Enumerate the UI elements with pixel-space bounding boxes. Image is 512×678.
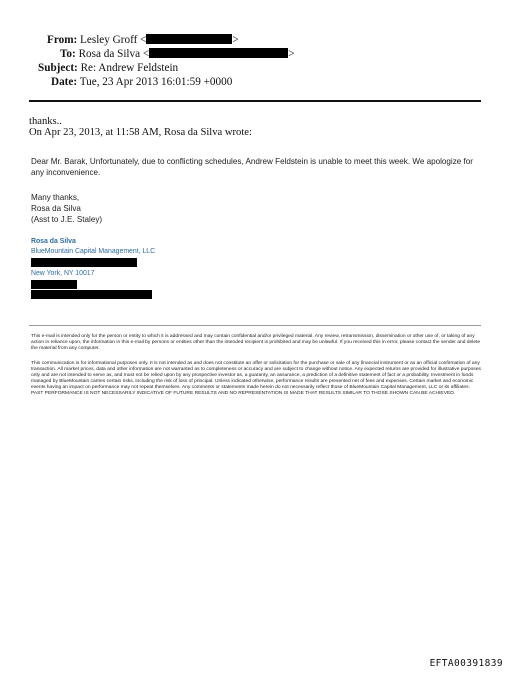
to-label: To: [60,48,76,60]
quoted-name: Rosa da Silva [31,204,81,213]
redaction-bar [31,290,152,299]
redaction-bar [149,48,288,58]
reply-text: thanks.. [29,116,62,127]
disclaimer-paragraph-2: This communication is for informational purposes only. It is not intended as and does not constitute an offer or solicitation for the purchase or sale of any financial instrument or as an official confirmation of any transaction. All market prices, data and other information are not warranted as to completeness or accuracy and are subject to change without notice. Any expected returns are provided for illustrative purposes only and are not intended to serve as, and must not be relied upon by any prospective investor as, a guaranty, an assurance, a prediction of a definitive statement of fact or a probability. Investment in funds managed by BlueMountain carries certain risks, including the risk of loss of principal. Unless indicated otherwise, performance results are presented net of fees and expenses. Certain market and economic events having an impact on performance may not repeat themselves. Any comments or statements made herein do not necessarily reflect those of BlueMountain Capital Management, LLC or its affiliates. PAST PERFORMANCE IS NOT NECESSARILY INDICATIVE OF FUTURE RESULTS AND NO REPRESENTATION IS MADE THAT RESULTS SIMILAR TO THOSE SHOWN CAN BE ACHIEVED. [31,361,481,396]
quoted-title: (Asst to J.E. Staley) [31,215,103,224]
signature-name: Rosa da Silva [31,238,76,245]
quoted-closing: Many thanks, [31,193,80,202]
to-value: Rosa da Silva < [78,48,150,60]
date-value: Tue, 23 Apr 2013 16:01:59 +0000 [79,76,233,88]
redaction-bar [31,280,77,289]
disclaimer-divider [29,325,481,326]
signature-city: New York, NY 10017 [31,270,95,277]
redaction-bar [31,258,137,267]
from-close: > [232,34,239,46]
subject-row [38,61,178,75]
subject-value: Re: Andrew Feldstein [80,62,179,74]
subject-label: Subject: [38,62,78,74]
redaction-bar [146,34,232,44]
document-id: EFTA00391839 [429,658,503,669]
from-value: Lesley Groff < [80,34,147,46]
quote-header: On Apr 23, 2013, at 11:58 AM, Rosa da Silva wrote: [29,127,252,138]
disclaimer-paragraph-1: This e-mail is intended only for the person or entity to which it is addressed and may contain confidential and/or privileged material. Any review, retransmission, dissemination or other use of, or taking of any action in reliance upon, the information in this e-mail by persons or entities other than the intended recipient is prohibited and may be unlawful. If you received this in error, please contact the sender and delete the material from any computer. [31,334,481,351]
date-label: Date: [51,76,78,88]
date-row [51,75,232,89]
from-label: From: [47,34,78,46]
quoted-paragraph: Dear Mr. Barak, Unfortunately, due to conflicting schedules, Andrew Feldstein is unable to meet this week. We apologize for any inconvenience. [31,157,473,177]
to-row [60,47,295,61]
header-divider [29,100,481,102]
to-close: > [288,48,295,60]
from-row [47,33,239,47]
signature-company: BlueMountain Capital Management, LLC [31,248,156,255]
